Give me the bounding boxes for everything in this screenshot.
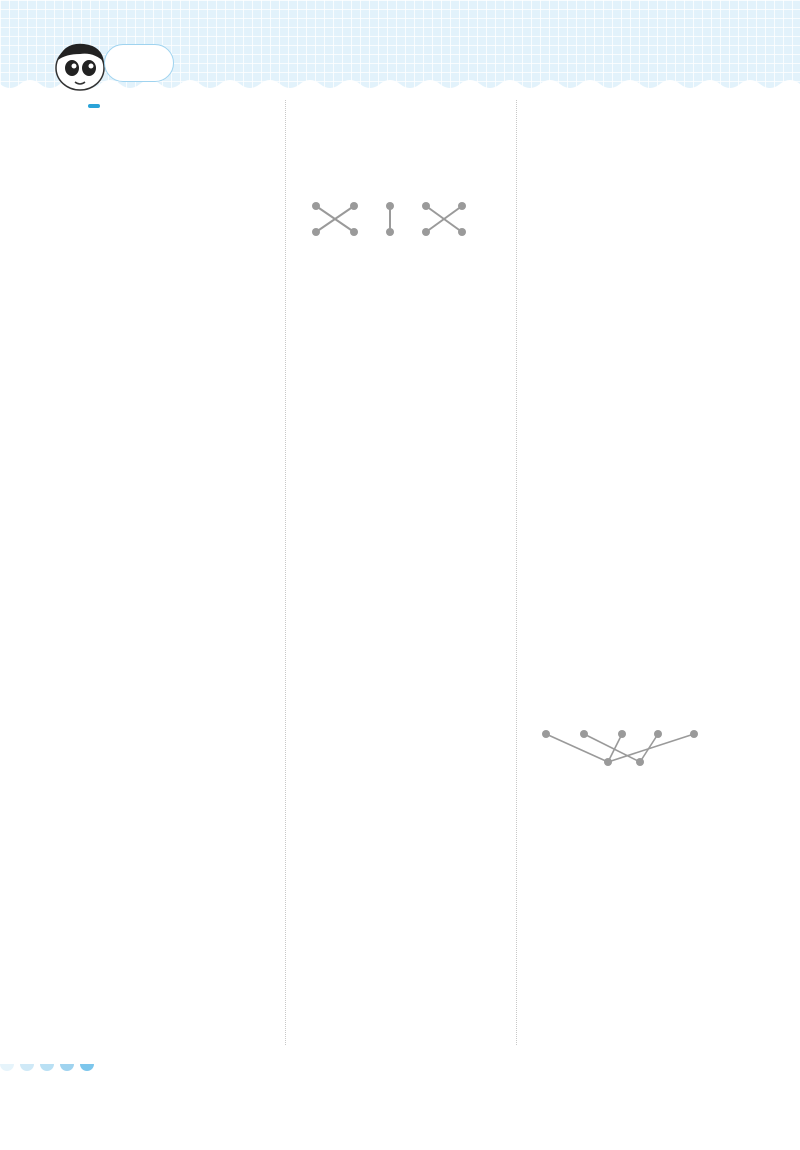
matching-diagram	[310, 196, 470, 240]
footer-decoration	[0, 1062, 120, 1078]
column-divider	[285, 100, 286, 1045]
unit-badge	[88, 104, 100, 108]
header-wave-border	[0, 80, 800, 94]
brand-logo	[104, 44, 174, 82]
matching-diagram	[540, 728, 700, 768]
mascot-icon	[50, 38, 110, 94]
column-divider	[516, 100, 517, 1045]
